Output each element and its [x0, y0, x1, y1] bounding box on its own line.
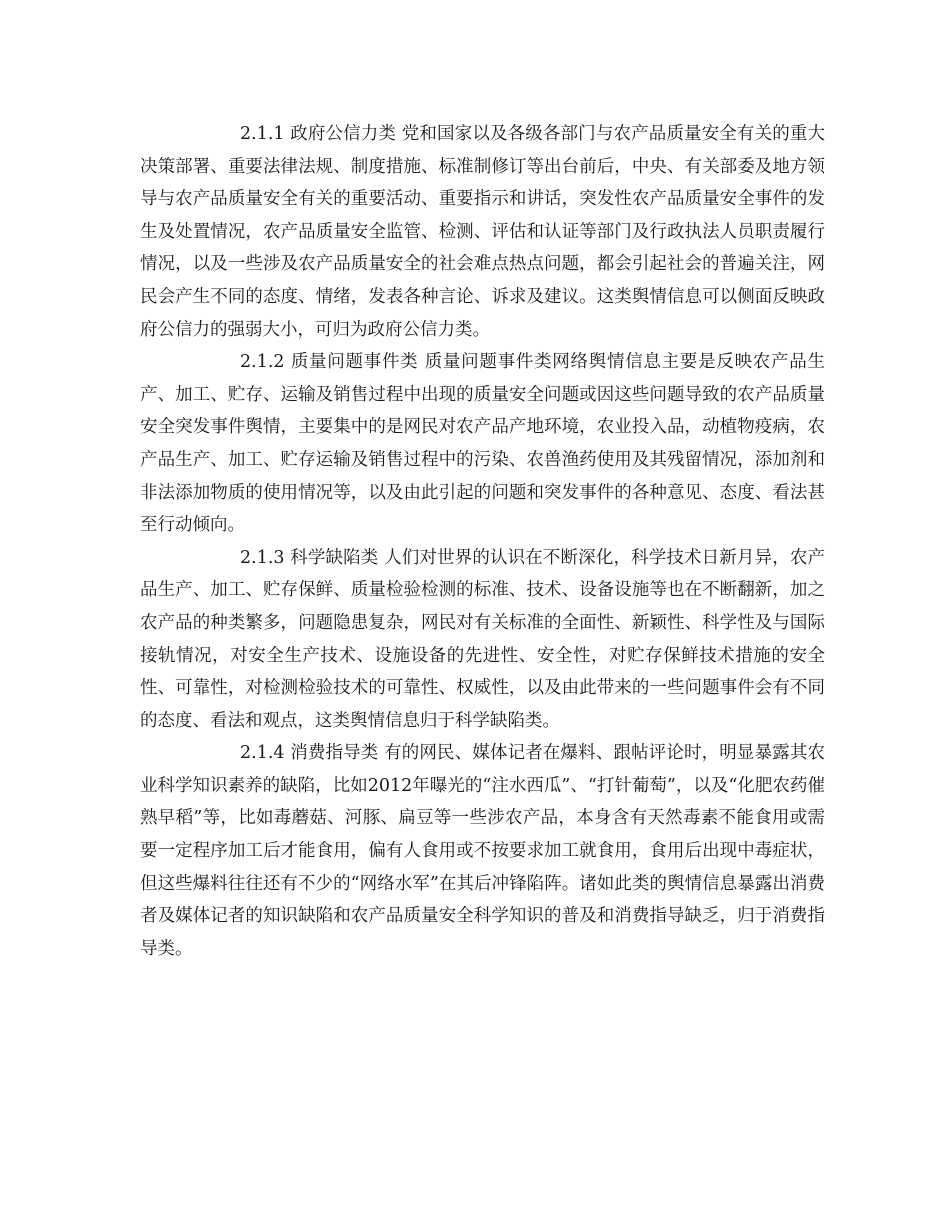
- paragraph-science-deficiency: 2.1.3 科学缺陷类 人们对世界的认识在不断深化，科学技术日新月异，农产品生产、加工、贮存保鲜、质量检验检测的标准、技术、设备设施等也在不断翻新，加之农产品的种类繁多，问题隐患复杂，网民对有关标准的全面性、新颖性、科学性及与国际接轨情况，对安全生产技术、设施设备的先进性、安全性，对贮存保鲜技术措施的安全性、可靠性，对检测检验技术的可靠性、权威性，以及由此带来的一些问题事件会有不同的态度、看法和观点，这类舆情信息归于科学缺陷类。: [140, 547, 825, 731]
- paragraph-quality-incidents: 2.1.2 质量问题事件类 质量问题事件类网络舆情信息主要是反映农产品生产、加工、贮存、运输及销售过程中出现的质量安全问题或因这些问题导致的农产品质量安全突发事件舆情，主要集中的是网民对农产品产地环境，农业投入品，动植物疫病，农产品生产、加工、贮存运输及销售过程中的污染、农兽渔药使用及其残留情况，添加剂和非法添加物质的使用情况等，以及由此引起的问题和突发事件的各种意见、态度、看法甚至行动倾向。: [140, 352, 825, 536]
- paragraph-consumer-guidance: 2.1.4 消费指导类 有的网民、媒体记者在爆料、跟帖评论时，明显暴露其农业科学知识素养的缺陷，比如2012年曝光的“注水西瓜”、“打针葡萄”，以及“化肥农药催熟早稻”等，比如毒蘑菇、河豚、扁豆等一些涉农产品，本身含有天然毒素不能食用或需要一定程序加工后才能食用，偏有人食用或不按要求加工就食用，食用后出现中毒症状，但这些爆料往往还有不少的“网络水军”在其后冲锋陷阵。诸如此类的舆情信息暴露出消费者及媒体记者的知识缺陷和农产品质量安全科学知识的普及和消费指导缺乏，归于消费指导类。: [140, 743, 825, 959]
- paragraph-government-credibility: 2.1.1 政府公信力类 党和国家以及各级各部门与农产品质量安全有关的重大决策部署、重要法律法规、制度措施、标准制修订等出台前后，中央、有关部委及地方领导与农产品质量安全有关的重要活动、重要指示和讲话，突发性农产品质量安全事件的发生及处置情况，农产品质量安全监管、检测、评估和认证等部门及行政执法人员职责履行情况，以及一些涉及农产品质量安全的社会难点热点问题，都会引起社会的普遍关注，网民会产生不同的态度、情绪，发表各种言论、诉求及建议。这类舆情信息可以侧面反映政府公信力的强弱大小，可归为政府公信力类。: [140, 124, 825, 340]
- document-body: [140, 118, 825, 965]
